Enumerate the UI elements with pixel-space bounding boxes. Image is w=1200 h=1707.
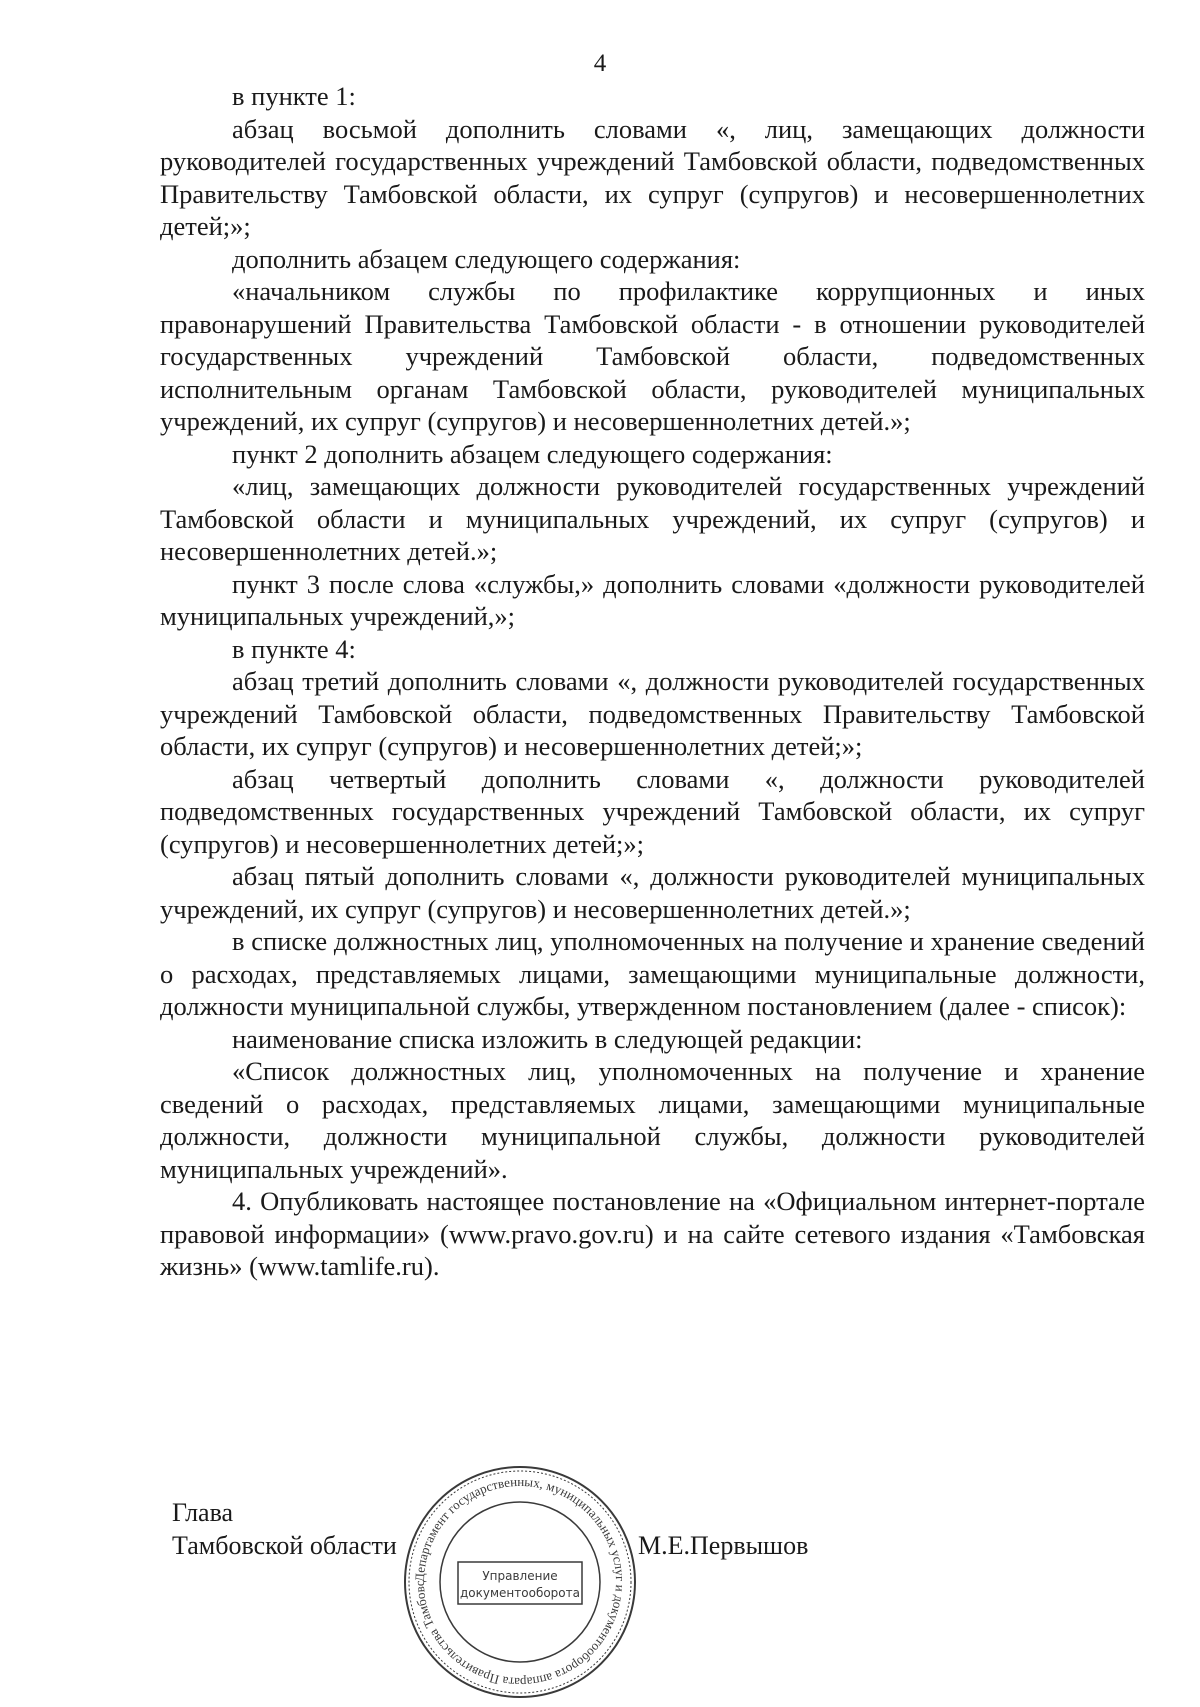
stamp-center-line-1: Управление (482, 1569, 558, 1583)
stamp-ring-textpath: Департамент государственных, муниципальных услуг и документооборота аппарата Правительства Тамбовс (411, 1473, 629, 1691)
paragraph: в списке должностных лиц, уполномоченных на получение и хранение сведений о расходах, представляемых лицами, замещающими муниципальные должности, должности муниципальной службы, утвержденном постановлением (далее - список): (160, 926, 1145, 1021)
paragraph: «начальником службы по профилактике коррупционных и иных правонарушений Правительства Тамбовской области - в отношении руководителей государственных учреждений Тамбовской области, подведомственных исполнительным органам Тамбовской области, руководителей муниципальных учреждений, их супруг (супругов) и несовершеннолетних детей.»; (160, 276, 1145, 436)
signer-name: М.Е.Первышов (638, 1531, 809, 1560)
page-number: 4 (593, 50, 607, 77)
document-body (160, 80, 1145, 1283)
paragraph: наименование списка изложить в следующей редакции: (232, 1023, 863, 1054)
paragraph: дополнить абзацем следующего содержания: (232, 243, 741, 274)
paragraph: 4. Опубликовать настоящее постановление на «Официальном интернет-портале правовой информации» (www.pravo.gov.ru) и на сайте сетевого издания «Тамбовская жизнь» (www.tamlife.ru). (160, 1186, 1145, 1281)
paragraph: абзац пятый дополнить словами «, должности руководителей муниципальных учреждений, их супруг (супругов) и несовершеннолетних детей.»; (160, 861, 1145, 924)
signer-row (172, 1529, 1132, 1562)
paragraph: «лиц, замещающих должности руководителей государственных учреждений Тамбовской области и муниципальных учреждений, их супруг (супругов) и несовершеннолетних детей.»; (160, 471, 1145, 566)
paragraph: абзац восьмой дополнить словами «, лиц, замещающих должности руководителей государственных учреждений Тамбовской области, подведомственных Правительству Тамбовской области, их супруг (супругов) и несовершеннолетних детей;»; (160, 113, 1145, 241)
paragraph: абзац четвертый дополнить словами «, должности руководителей подведомственных государственных учреждений Тамбовской области, их супруг (супругов) и несовершеннолетних детей;»; (160, 763, 1145, 859)
paragraph: пункт 2 дополнить абзацем следующего содержания: (232, 438, 833, 469)
official-stamp (400, 1462, 640, 1702)
paragraph: пункт 3 после слова «службы,» дополнить словами «должности руководителей муниципальных учреждений,»; (160, 568, 1145, 631)
paragraph: «Список должностных лиц, уполномоченных на получение и хранение сведений о расходах, представляемых лицами, замещающими муниципальные должности, должности муниципальной службы, должности руководителей муниципальных учреждений». (160, 1056, 1145, 1184)
signer-title-line-2: Тамбовской области (172, 1531, 397, 1560)
paragraph: абзац третий дополнить словами «, должности руководителей государственных учреждений Тамбовской области, подведомственных Правительству Тамбовской области, их супруг (супругов) и несовершеннолетних детей;»; (160, 666, 1145, 761)
paragraph: в пункте 4: (232, 633, 356, 664)
signer-title-line-1: Глава (172, 1498, 234, 1527)
stamp-center-line-2: документооборота (460, 1586, 580, 1600)
stamp-graphic (400, 1462, 640, 1702)
paragraph: в пункте 1: (232, 81, 356, 111)
signature-block (172, 1496, 1132, 1562)
